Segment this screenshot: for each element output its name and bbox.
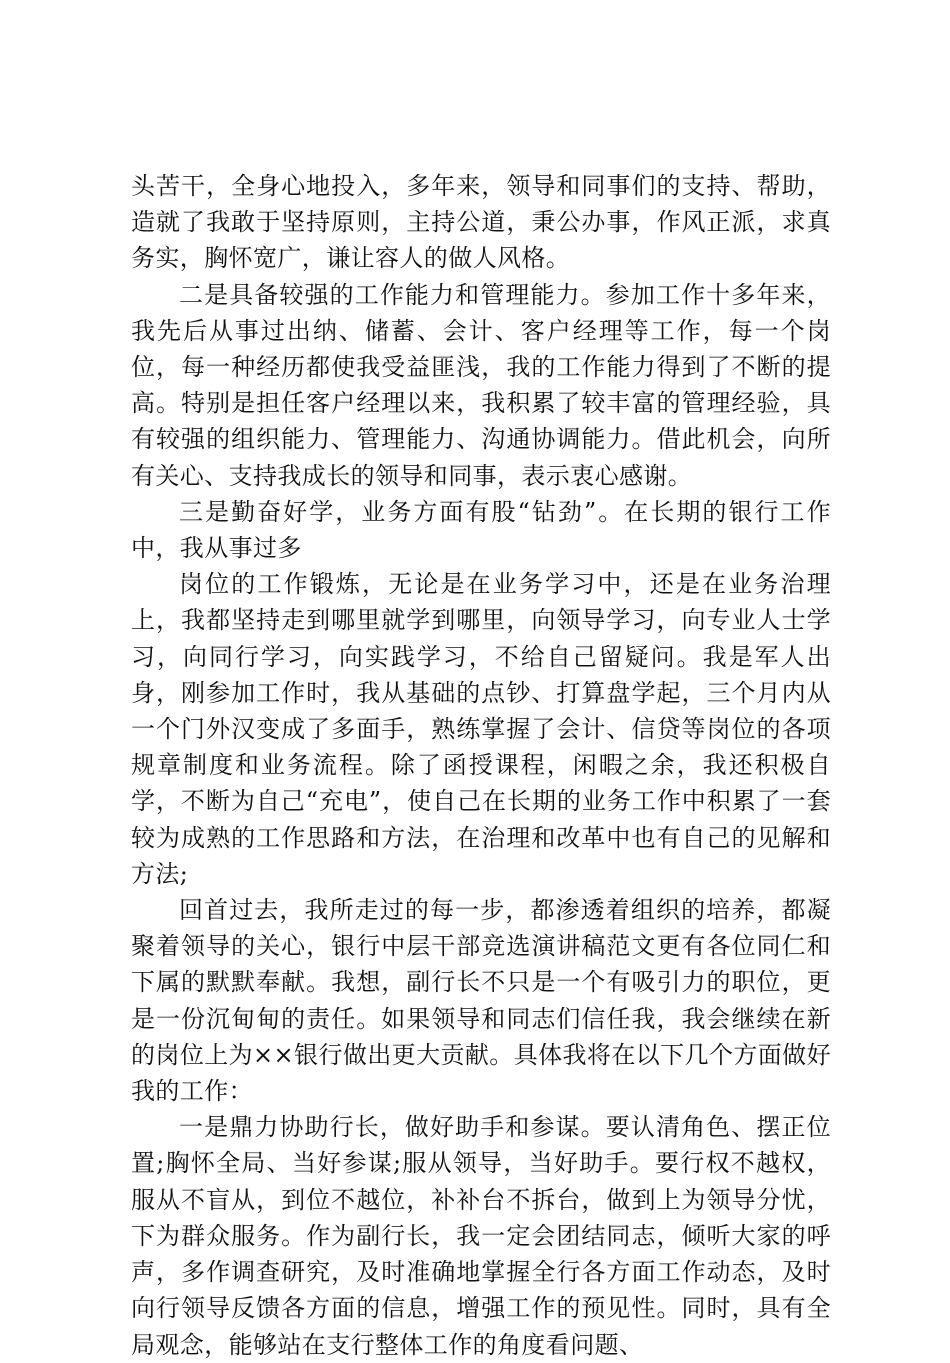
paragraph-4: 岗位的工作锻炼，无论是在业务学习中，还是在业务治理上，我都坚持走到哪里就学到哪里，向领导学习，向专业人士学习，向同行学习，向实践学习，不给自己留疑问。我是军人出身，刚参加工作时，我从基础的点钞、打算盘学起，三个月内从一个门外汉变成了多面手，熟练掌握了会计、信贷等岗位的各项规章制度和业务流程。除了函授课程，闲暇之余，我还积极自学，不断为自己“充电”，使自己在长期的业务工作中积累了一套较为成熟的工作思路和方法，在治理和改革中也有自己的见解和方法; — [131, 570, 831, 888]
paragraph-3: 三是勤奋好学，业务方面有股“钻劲”。在长期的银行工作中，我从事过多 — [131, 497, 831, 563]
paragraph-1: 头苦干，全身心地投入，多年来，领导和同事们的支持、帮助，造就了我敢于坚持原则，主持公道，秉公办事，作风正派，求真务实，胸怀宽广，谦让容人的做人风格。 — [131, 172, 831, 273]
document-body — [131, 168, 831, 1363]
paragraph-5: 回首过去，我所走过的每一步，都渗透着组织的培养，都凝聚着领导的关心，银行中层干部竞选演讲稿范文更有各位同仁和下属的默默奉献。我想，副行长不只是一个有吸引力的职位，更是一份沉甸甸的责任。如果领导和同志们信任我，我会继续在新的岗位上为××银行做出更大贡献。具体我将在以下几个方面做好我的工作： — [131, 896, 831, 1106]
paragraph-6: 一是鼎力协助行长，做好助手和参谋。要认清角色、摆正位置;胸怀全局、当好参谋;服从领导，当好助手。要行权不越权，服从不盲从，到位不越位，补补台不拆台，做到上为领导分忧，下为群众服务。作为副行长，我一定会团结同志，倾听大家的呼声，多作调查研究，及时准确地掌握全行各方面工作动态，及时向行领导反馈各方面的信息，增强工作的预见性。同时，具有全局观念，能够站在支行整体工作的角度看问题、 — [131, 1113, 831, 1359]
paragraph-2: 二是具备较强的工作能力和管理能力。参加工作十多年来，我先后从事过出纳、储蓄、会计、客户经理等工作，每一个岗位，每一种经历都使我受益匪浅，我的工作能力得到了不断的提高。特别是担任客户经理以来，我积累了较丰富的管理经验，具有较强的组织能力、管理能力、沟通协调能力。借此机会，向所有关心、支持我成长的领导和同事，表示衷心感谢。 — [131, 280, 831, 490]
